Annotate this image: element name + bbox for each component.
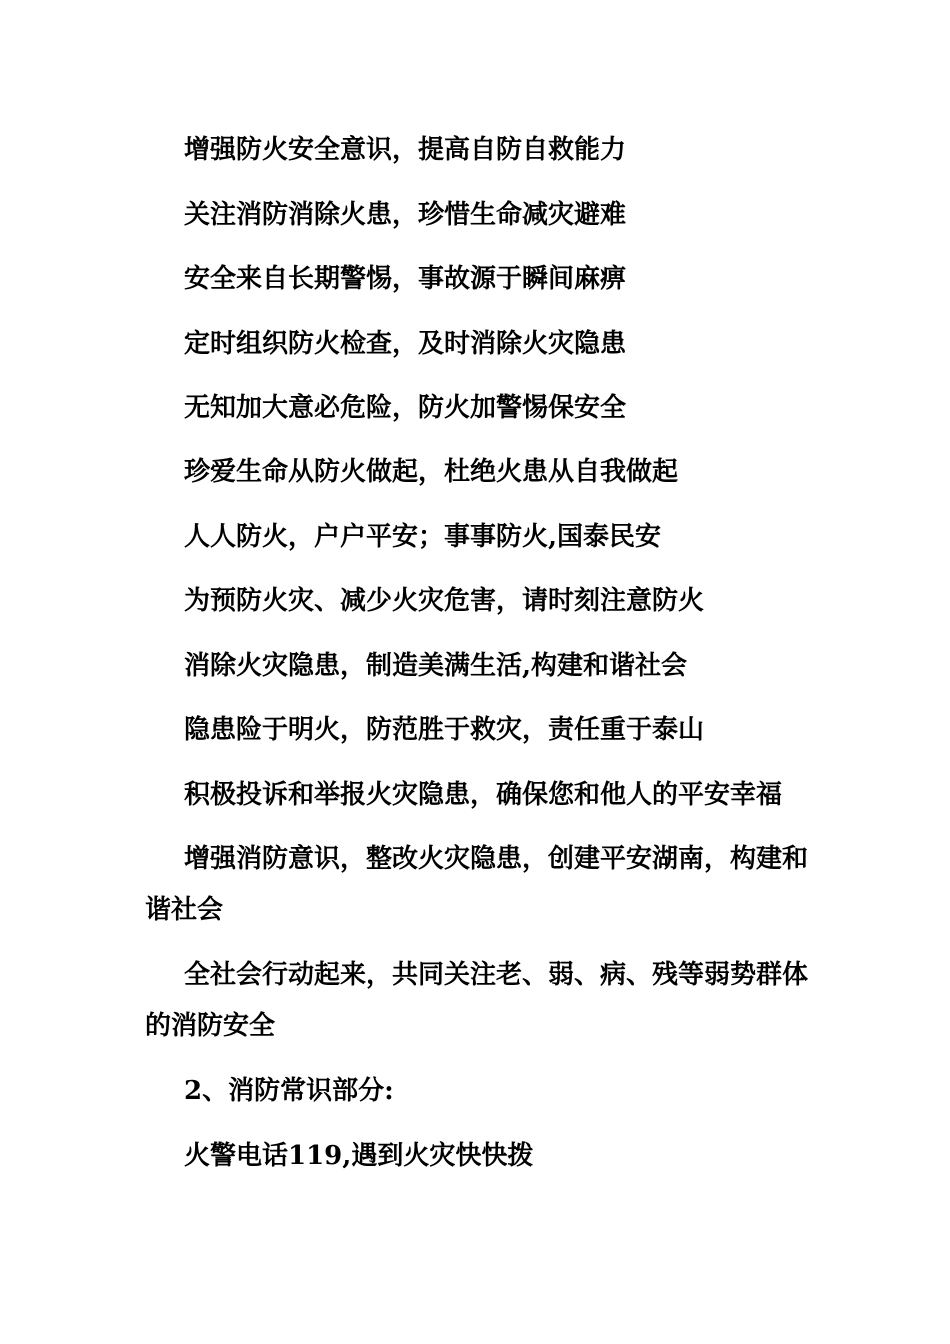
slogan-line: 珍爱生命从防火做起，杜绝火患从自我做起 bbox=[184, 457, 679, 487]
slogan-line: 消除火灾隐患，制造美满生活,构建和谐社会 bbox=[184, 651, 688, 681]
slogan-paragraph-continuation: 的消防安全 bbox=[145, 1011, 276, 1041]
slogan-paragraph-line: 全社会行动起来，共同关注老、弱、病、残等弱势群体 bbox=[184, 960, 809, 990]
slogan-line: 关注消防消除火患，珍惜生命减灾避难 bbox=[184, 200, 627, 230]
slogan-line: 定时组织防火检查，及时消除火灾隐患 bbox=[184, 329, 627, 359]
slogan-line: 安全来自长期警惕，事故源于瞬间麻痹 bbox=[184, 264, 627, 294]
section-heading: 2、消防常识部分: bbox=[184, 1076, 394, 1106]
slogan-line: 增强防火安全意识，提高自防自救能力 bbox=[184, 135, 627, 165]
slogan-line: 积极投诉和举报火灾隐患，确保您和他人的平安幸福 bbox=[184, 780, 783, 810]
fire-hotline-line: 火警电话119,遇到火灾快快拨 bbox=[184, 1141, 534, 1171]
slogan-line: 为预防火灾、减少火灾危害，请时刻注意防火 bbox=[184, 586, 705, 616]
slogan-line: 隐患险于明火，防范胜于救灾，责任重于泰山 bbox=[184, 715, 705, 745]
slogan-paragraph-continuation: 谐社会 bbox=[145, 895, 224, 925]
slogan-line: 无知加大意必危险，防火加警惕保安全 bbox=[184, 393, 627, 423]
slogan-paragraph-line: 增强消防意识，整改火灾隐患，创建平安湖南，构建和 bbox=[184, 844, 809, 874]
slogan-line: 人人防火，户户平安；事事防火,国泰民安 bbox=[184, 522, 662, 552]
